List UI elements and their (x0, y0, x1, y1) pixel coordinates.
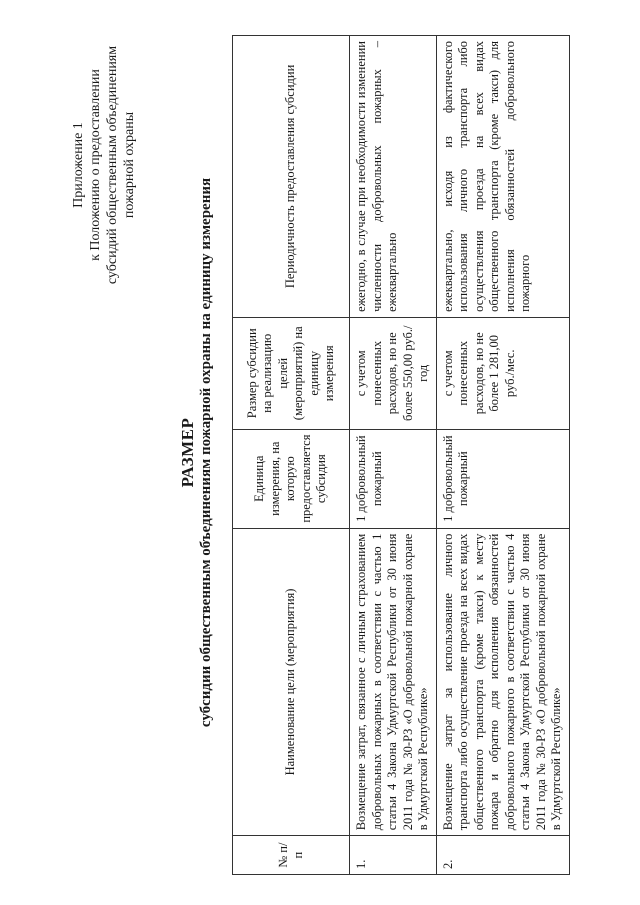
document-subtitle: субсидии общественным объединениям пожарной охраны на единицу измерения (198, 177, 214, 728)
row-period: ежегодно, в случае при необходимости изменении численности добровольных пожарных – ежеквартально (350, 36, 437, 318)
row-unit: 1 добровольный пожарный (436, 429, 569, 528)
row-purpose: Возмещение затрат за использование личного транспорта либо осуществление проезда на всех видах общественного транспорта (кроме такси) к месту пожара и обратно для исполнения обязанностей добровольного пожарного в соответствии с частью 4 статьи 4 Закона Удмуртской Республики от 30 июня 2011 года № 30-РЗ «О добровольной пожарной охране в Удмуртской Республике» (436, 528, 569, 836)
row-amount: с учетом понесенных расходов, но не более 1 281,00 руб./мес. (436, 317, 569, 429)
appendix-header (70, 30, 138, 300)
table-header-row (233, 36, 350, 875)
header-amount: Размер субсидии на реализацию целей (мероприятий) на единицу измерения (233, 317, 350, 429)
row-unit: 1 добровольный пожарный (350, 429, 437, 528)
appendix-line: субсидий общественным объединениям (105, 45, 120, 285)
header-period: Периодичность предоставления субсидии (233, 36, 350, 318)
appendix-line: к Положению о предоставлении (88, 69, 103, 261)
subsidy-table (232, 35, 570, 875)
document-title: РАЗМЕР (178, 417, 197, 488)
table-row (350, 36, 437, 875)
row-purpose: Возмещение затрат, связанное с личным страхованием добровольных пожарных в соответствии с частью 1 статьи 4 Закона Удмуртской Республики от 30 июня 2011 года № 30-РЗ «О добровольной пожарной охране в Удмуртской Республике» (350, 528, 437, 836)
row-number: 2. (436, 836, 569, 875)
row-period: ежеквартально, исходя из фактического использования личного транспорта либо осуществления проезда на всех видах общественного транспорта (кроме такси) для исполнения обязанностей добровольного пожарного (436, 36, 569, 318)
header-purpose: Наименование цели (мероприятия) (233, 528, 350, 836)
row-amount: с учетом понесенных расходов, но не более 550,00 руб./год (350, 317, 437, 429)
appendix-line: Приложение 1 (71, 122, 86, 208)
header-unit: Единица измерения, на которую предоставляется субсидия (233, 429, 350, 528)
header-number: № п/п (233, 836, 350, 875)
table-row (436, 36, 569, 875)
appendix-line: пожарной охраны (122, 111, 137, 219)
row-number: 1. (350, 836, 437, 875)
